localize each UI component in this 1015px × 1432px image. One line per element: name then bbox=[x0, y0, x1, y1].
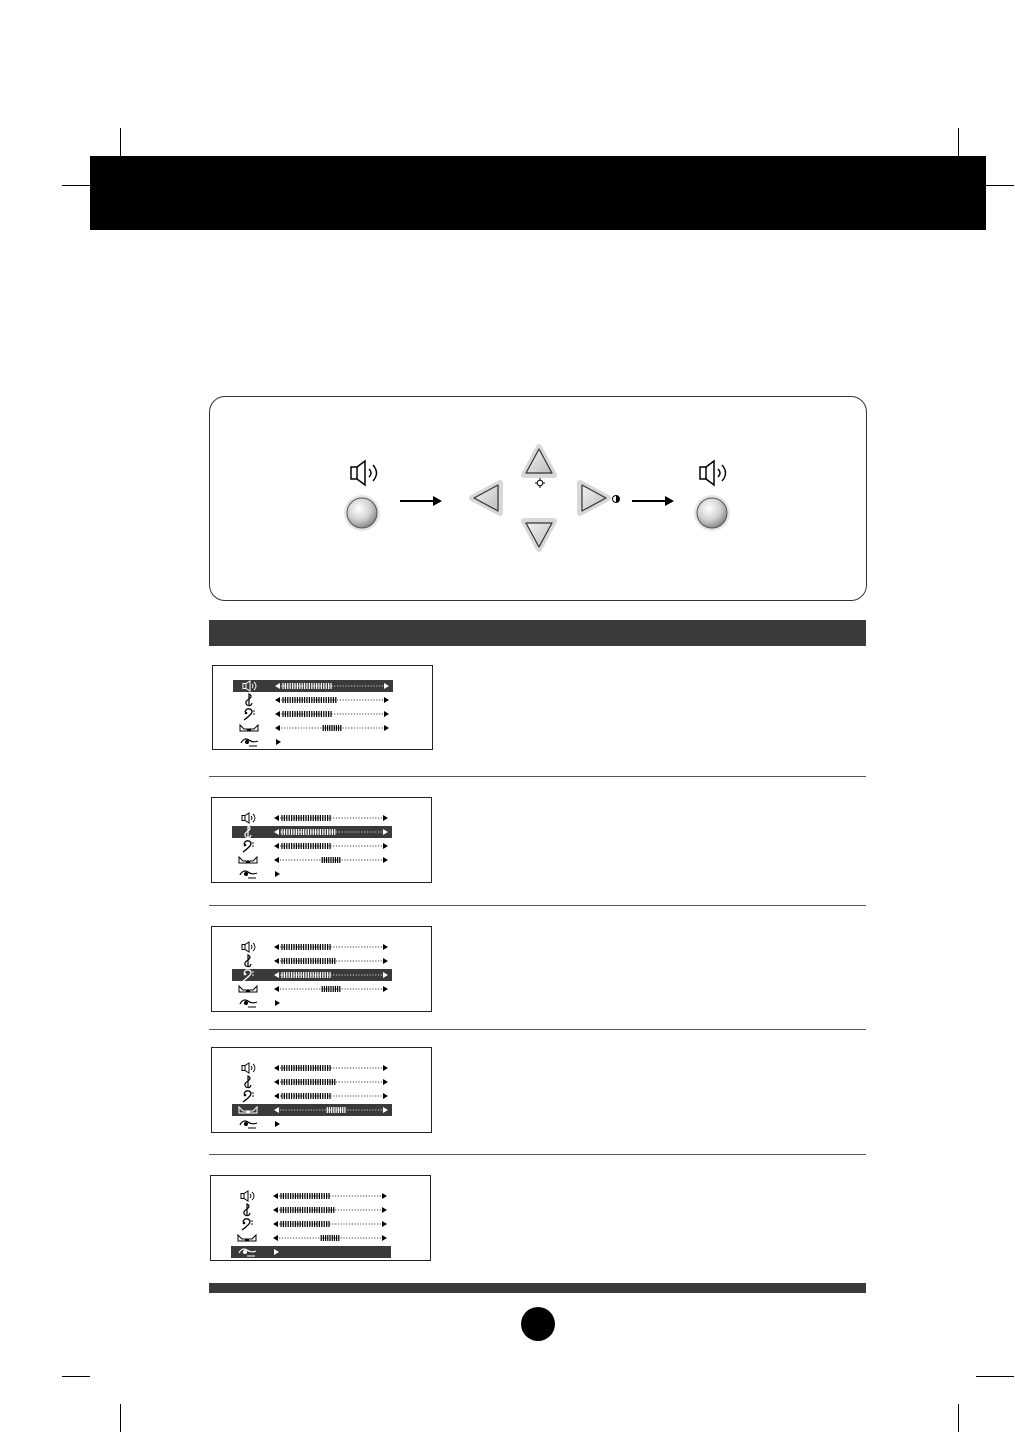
osd-menu bbox=[212, 665, 433, 750]
osd-row-selected bbox=[232, 826, 392, 838]
osd-row bbox=[243, 841, 388, 852]
page-number-badge bbox=[521, 1307, 555, 1341]
osd-submenu-arrow bbox=[275, 1000, 280, 1006]
osd-level-bar bbox=[274, 857, 388, 863]
left-button[interactable] bbox=[472, 483, 500, 513]
osd-level-bar bbox=[274, 1079, 388, 1085]
section-heading-bar bbox=[209, 620, 866, 646]
balance-icon bbox=[240, 725, 258, 731]
divider bbox=[209, 1154, 866, 1155]
sun-icon bbox=[535, 478, 545, 488]
osd-submenu-arrow bbox=[276, 739, 281, 745]
bass-clef-icon bbox=[242, 1219, 253, 1230]
osd-row bbox=[240, 1000, 280, 1007]
treble-clef-icon bbox=[245, 1076, 251, 1088]
osd-row bbox=[242, 942, 388, 952]
crop-mark bbox=[120, 128, 121, 156]
osd-menu-graphic bbox=[212, 1048, 431, 1132]
mute-icon bbox=[240, 1121, 257, 1128]
osd-menu-graphic bbox=[212, 927, 431, 1011]
osd-menu bbox=[211, 797, 432, 883]
crop-mark bbox=[986, 185, 1014, 186]
osd-level-bar bbox=[274, 815, 388, 821]
osd-level-bar bbox=[274, 1093, 388, 1099]
treble-clef-icon bbox=[246, 694, 252, 706]
up-button[interactable] bbox=[524, 447, 554, 475]
osd-row bbox=[244, 709, 389, 720]
speaker-icon bbox=[351, 461, 377, 485]
osd-row bbox=[245, 955, 388, 967]
osd-row bbox=[241, 739, 281, 746]
osd-row-selected bbox=[232, 969, 392, 981]
osd-row bbox=[241, 1191, 387, 1201]
osd-menu bbox=[210, 1175, 431, 1261]
osd-level-bar bbox=[273, 1193, 387, 1199]
osd-level-bar bbox=[275, 697, 389, 703]
osd-level-bar bbox=[274, 986, 388, 992]
osd-row-selected bbox=[233, 680, 393, 692]
osd-row bbox=[240, 725, 389, 731]
osd-menu bbox=[211, 1047, 432, 1133]
osd-level-bar bbox=[274, 958, 388, 964]
osd-row-selected bbox=[232, 1104, 392, 1116]
arrow-icon bbox=[632, 496, 674, 506]
osd-level-bar bbox=[273, 1207, 387, 1213]
osd-menu bbox=[211, 926, 432, 1012]
divider bbox=[209, 905, 866, 906]
osd-menu-graphic bbox=[213, 666, 432, 749]
crop-mark bbox=[62, 1376, 90, 1377]
bass-clef-icon bbox=[243, 1091, 254, 1102]
contrast-icon bbox=[613, 496, 620, 503]
crop-mark bbox=[976, 1376, 1014, 1377]
osd-submenu-arrow bbox=[275, 1121, 280, 1127]
speaker-icon bbox=[241, 1191, 254, 1201]
treble-clef-icon bbox=[245, 955, 251, 967]
arrow-icon bbox=[400, 496, 442, 506]
osd-row bbox=[244, 1204, 387, 1216]
header-bar bbox=[90, 156, 986, 230]
osd-menu-graphic bbox=[212, 798, 431, 882]
speaker-icon bbox=[700, 461, 726, 485]
osd-row bbox=[238, 1235, 387, 1241]
osd-level-bar bbox=[273, 1221, 387, 1227]
volume-button[interactable] bbox=[694, 495, 730, 531]
osd-row bbox=[242, 1219, 387, 1230]
control-buttons-diagram bbox=[210, 397, 866, 600]
osd-row bbox=[239, 857, 388, 863]
crop-mark bbox=[958, 128, 959, 156]
osd-level-bar bbox=[275, 711, 389, 717]
osd-row bbox=[245, 1076, 388, 1088]
button-sequence-panel bbox=[209, 396, 867, 601]
down-button[interactable] bbox=[524, 521, 554, 549]
balance-icon bbox=[238, 1235, 256, 1241]
crop-mark bbox=[958, 1404, 959, 1432]
osd-row bbox=[242, 813, 388, 823]
mute-icon bbox=[241, 739, 258, 746]
osd-row bbox=[243, 1091, 388, 1102]
balance-icon bbox=[239, 857, 257, 863]
osd-level-bar bbox=[274, 1065, 388, 1071]
osd-row bbox=[246, 694, 389, 706]
speaker-icon bbox=[242, 813, 255, 823]
osd-row bbox=[242, 1063, 388, 1073]
osd-level-bar bbox=[274, 843, 388, 849]
volume-button[interactable] bbox=[344, 495, 380, 531]
bass-clef-icon bbox=[243, 841, 254, 852]
osd-submenu-arrow bbox=[275, 871, 280, 877]
osd-row bbox=[240, 1121, 280, 1128]
mute-icon bbox=[240, 871, 257, 878]
crop-mark bbox=[120, 1404, 121, 1432]
osd-row bbox=[240, 871, 280, 878]
osd-menu-graphic bbox=[211, 1176, 430, 1260]
bass-clef-icon bbox=[244, 709, 255, 720]
osd-row-selected bbox=[231, 1246, 391, 1258]
balance-icon bbox=[239, 986, 257, 992]
divider bbox=[209, 1029, 866, 1030]
osd-level-bar bbox=[274, 944, 388, 950]
speaker-icon bbox=[242, 1063, 255, 1073]
treble-clef-icon bbox=[244, 1204, 250, 1216]
mute-icon bbox=[240, 1000, 257, 1007]
speaker-icon bbox=[242, 942, 255, 952]
osd-level-bar bbox=[275, 725, 389, 731]
osd-row bbox=[239, 986, 388, 992]
crop-mark bbox=[62, 185, 90, 186]
divider bbox=[209, 776, 866, 777]
right-button[interactable] bbox=[580, 483, 608, 513]
footer-bar bbox=[209, 1283, 866, 1293]
osd-level-bar bbox=[273, 1235, 387, 1241]
